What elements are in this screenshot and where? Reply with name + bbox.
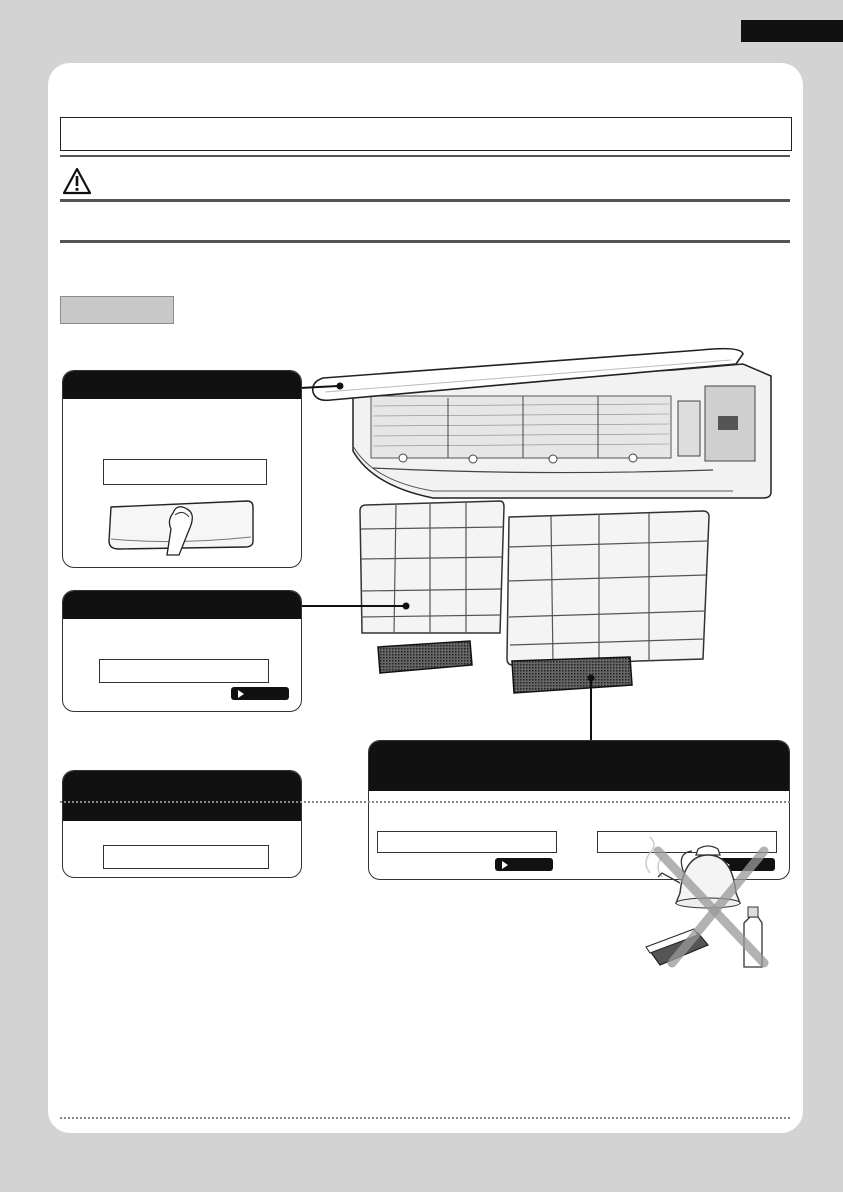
callout-unit-body — [62, 770, 302, 878]
play-arrow-icon[interactable] — [495, 858, 553, 871]
callout-front-panel-field — [103, 459, 267, 485]
unit-wipe-illustration — [105, 499, 255, 555]
callout-air-filter-field — [99, 659, 269, 683]
note-divider-bottom — [60, 1117, 790, 1119]
callout-unit-body-header — [63, 771, 301, 821]
callout-front-panel-header — [63, 371, 301, 399]
section-tab — [741, 20, 843, 42]
callout-mesh-filter-field-left — [377, 831, 557, 853]
prohibited-cleaning-icon — [636, 843, 776, 973]
callout-air-filter — [62, 590, 302, 712]
page-card — [48, 63, 803, 1133]
callout-unit-body-field — [103, 845, 269, 869]
callout-air-filter-header — [63, 591, 301, 619]
callout-mesh-filter-header — [369, 741, 789, 791]
play-arrow-icon[interactable] — [231, 687, 289, 700]
callout-front-panel — [62, 370, 302, 568]
note-divider-top — [60, 801, 790, 803]
